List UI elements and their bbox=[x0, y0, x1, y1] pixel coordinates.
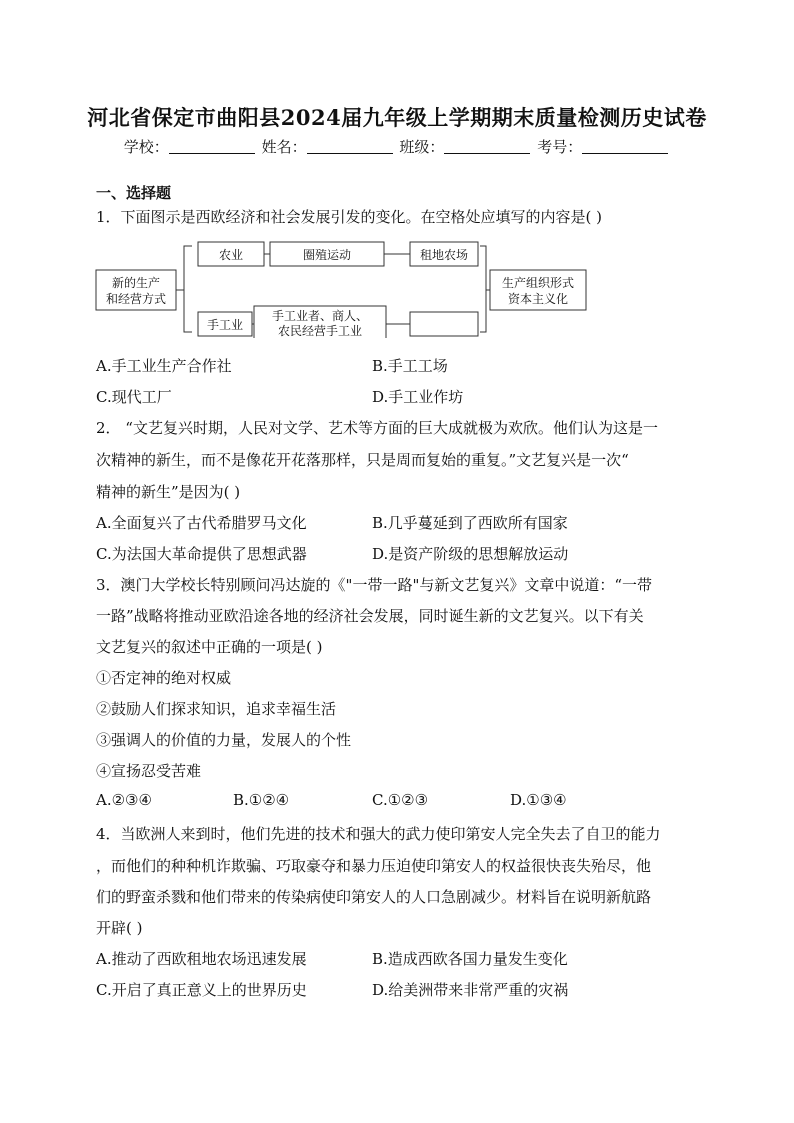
q3-item-4: ④宣扬忍受苦难 bbox=[96, 762, 202, 780]
farm-label: 租地农场 bbox=[419, 248, 469, 262]
workers-line-1: 手工业者、商人、 bbox=[271, 309, 369, 323]
q2-line-2: 次精神的新生，而不是像花开花落那样，只是周而复始的重复。”文艺复兴是一次“ bbox=[96, 451, 629, 469]
name-label: 姓名： bbox=[261, 138, 307, 156]
q1-option-c[interactable]: C.现代工厂 bbox=[96, 388, 172, 406]
q3-item-1: ①否定神的绝对权威 bbox=[96, 669, 232, 687]
diagram-blank-box bbox=[410, 312, 478, 336]
q4-option-c[interactable]: C.开启了真正意义上的世界历史 bbox=[96, 981, 307, 999]
workers-line-2: 农民经营手工业 bbox=[277, 324, 363, 338]
q1-option-b[interactable]: B.手工工场 bbox=[372, 357, 448, 375]
class-blank bbox=[444, 139, 530, 154]
name-blank bbox=[307, 139, 393, 154]
q2-option-b[interactable]: B.几乎蔓延到了西欧所有国家 bbox=[372, 514, 568, 532]
agri-label: 农业 bbox=[218, 248, 244, 262]
q2-option-d[interactable]: D.是资产阶级的思想解放运动 bbox=[372, 545, 569, 563]
q3-option-d[interactable]: D.①③④ bbox=[510, 791, 567, 809]
q1-diagram bbox=[94, 238, 594, 338]
q2-option-a[interactable]: A.全面复兴了古代希腊罗马文化 bbox=[96, 514, 307, 532]
q3-line-3: 文艺复兴的叙述中正确的一项是( ) bbox=[96, 638, 323, 656]
handicraft-label: 手工业 bbox=[206, 318, 244, 332]
q3-option-a[interactable]: A.②③④ bbox=[96, 791, 152, 809]
q1-option-d[interactable]: D.手工业作坊 bbox=[372, 388, 464, 406]
exam-number-field bbox=[537, 136, 670, 157]
q2-option-c[interactable]: C.为法国大革命提供了思想武器 bbox=[96, 545, 307, 563]
q1-stem: 1．下面图示是西欧经济和社会发展引发的变化。在空格处应填写的内容是( ) bbox=[96, 208, 603, 226]
q4-option-d[interactable]: D.给美洲带来非常严重的灾祸 bbox=[372, 981, 569, 999]
class-label: 班级： bbox=[399, 138, 445, 156]
left-box-line-2: 和经营方式 bbox=[105, 292, 167, 306]
q2-line-1: 2． “文艺复兴时期，人民对文学、艺术等方面的巨大成就极为欢欣。他们认为这是一 bbox=[96, 419, 658, 437]
q1-option-a[interactable]: A.手工业生产合作社 bbox=[96, 357, 232, 375]
q4-option-b[interactable]: B.造成西欧各国力量发生变化 bbox=[372, 950, 568, 968]
section-heading: 一、选择题 bbox=[96, 184, 172, 202]
school-field bbox=[124, 136, 257, 157]
q4-line-1: 4．当欧洲人来到时，他们先进的技术和强大的武力使印第安人完全失去了自卫的能力 bbox=[96, 825, 661, 843]
q3-line-2: 一路”战略将推动亚欧沿途各地的经济社会发展，同时诞生新的文艺复兴。以下有关 bbox=[96, 607, 644, 625]
left-box-line-1: 新的生产 bbox=[111, 276, 161, 290]
exam-number-blank bbox=[582, 139, 668, 154]
q4-line-2: ，而他们的种种机诈欺骗、巧取豪夺和暴力压迫使印第安人的权益很快丧失殆尽，他 bbox=[96, 857, 652, 875]
q3-option-b[interactable]: B.①②④ bbox=[233, 791, 290, 809]
q4-line-3: 们的野蛮杀戮和他们带来的传染病使印第安人的人口急剧减少。材料旨在说明新航路 bbox=[96, 888, 652, 906]
name-field bbox=[262, 136, 395, 157]
q3-item-3: ③强调人的价值的力量，发展人的个性 bbox=[96, 731, 352, 749]
enclosure-label: 圈殖运动 bbox=[302, 248, 352, 262]
q4-option-a[interactable]: A.推动了西欧租地农场迅速发展 bbox=[96, 950, 307, 968]
q3-option-c[interactable]: C.①②③ bbox=[372, 791, 429, 809]
right-bracket bbox=[480, 246, 490, 332]
student-info-row bbox=[0, 136, 794, 157]
q2-line-3: 精神的新生”是因为( ) bbox=[96, 483, 241, 501]
exam-number-label: 考号： bbox=[537, 138, 583, 156]
right-box-line-2: 资本主义化 bbox=[507, 292, 569, 306]
exam-title: 河北省保定市曲阳县2024届九年级上学期期末质量检测历史试卷 bbox=[87, 105, 707, 130]
q3-line-1: 3．澳门大学校长特别顾问冯达旋的《"一带一路"与新文艺复兴》文章中说道：“一带 bbox=[96, 576, 653, 594]
school-label: 学校： bbox=[123, 138, 169, 156]
right-box-line-1: 生产组织形式 bbox=[501, 276, 575, 290]
left-bracket bbox=[176, 246, 192, 332]
q4-line-4: 开辟( ) bbox=[96, 919, 143, 937]
q3-item-2: ②鼓励人们探求知识，追求幸福生活 bbox=[96, 700, 337, 718]
class-field bbox=[399, 136, 532, 157]
school-blank bbox=[169, 139, 255, 154]
